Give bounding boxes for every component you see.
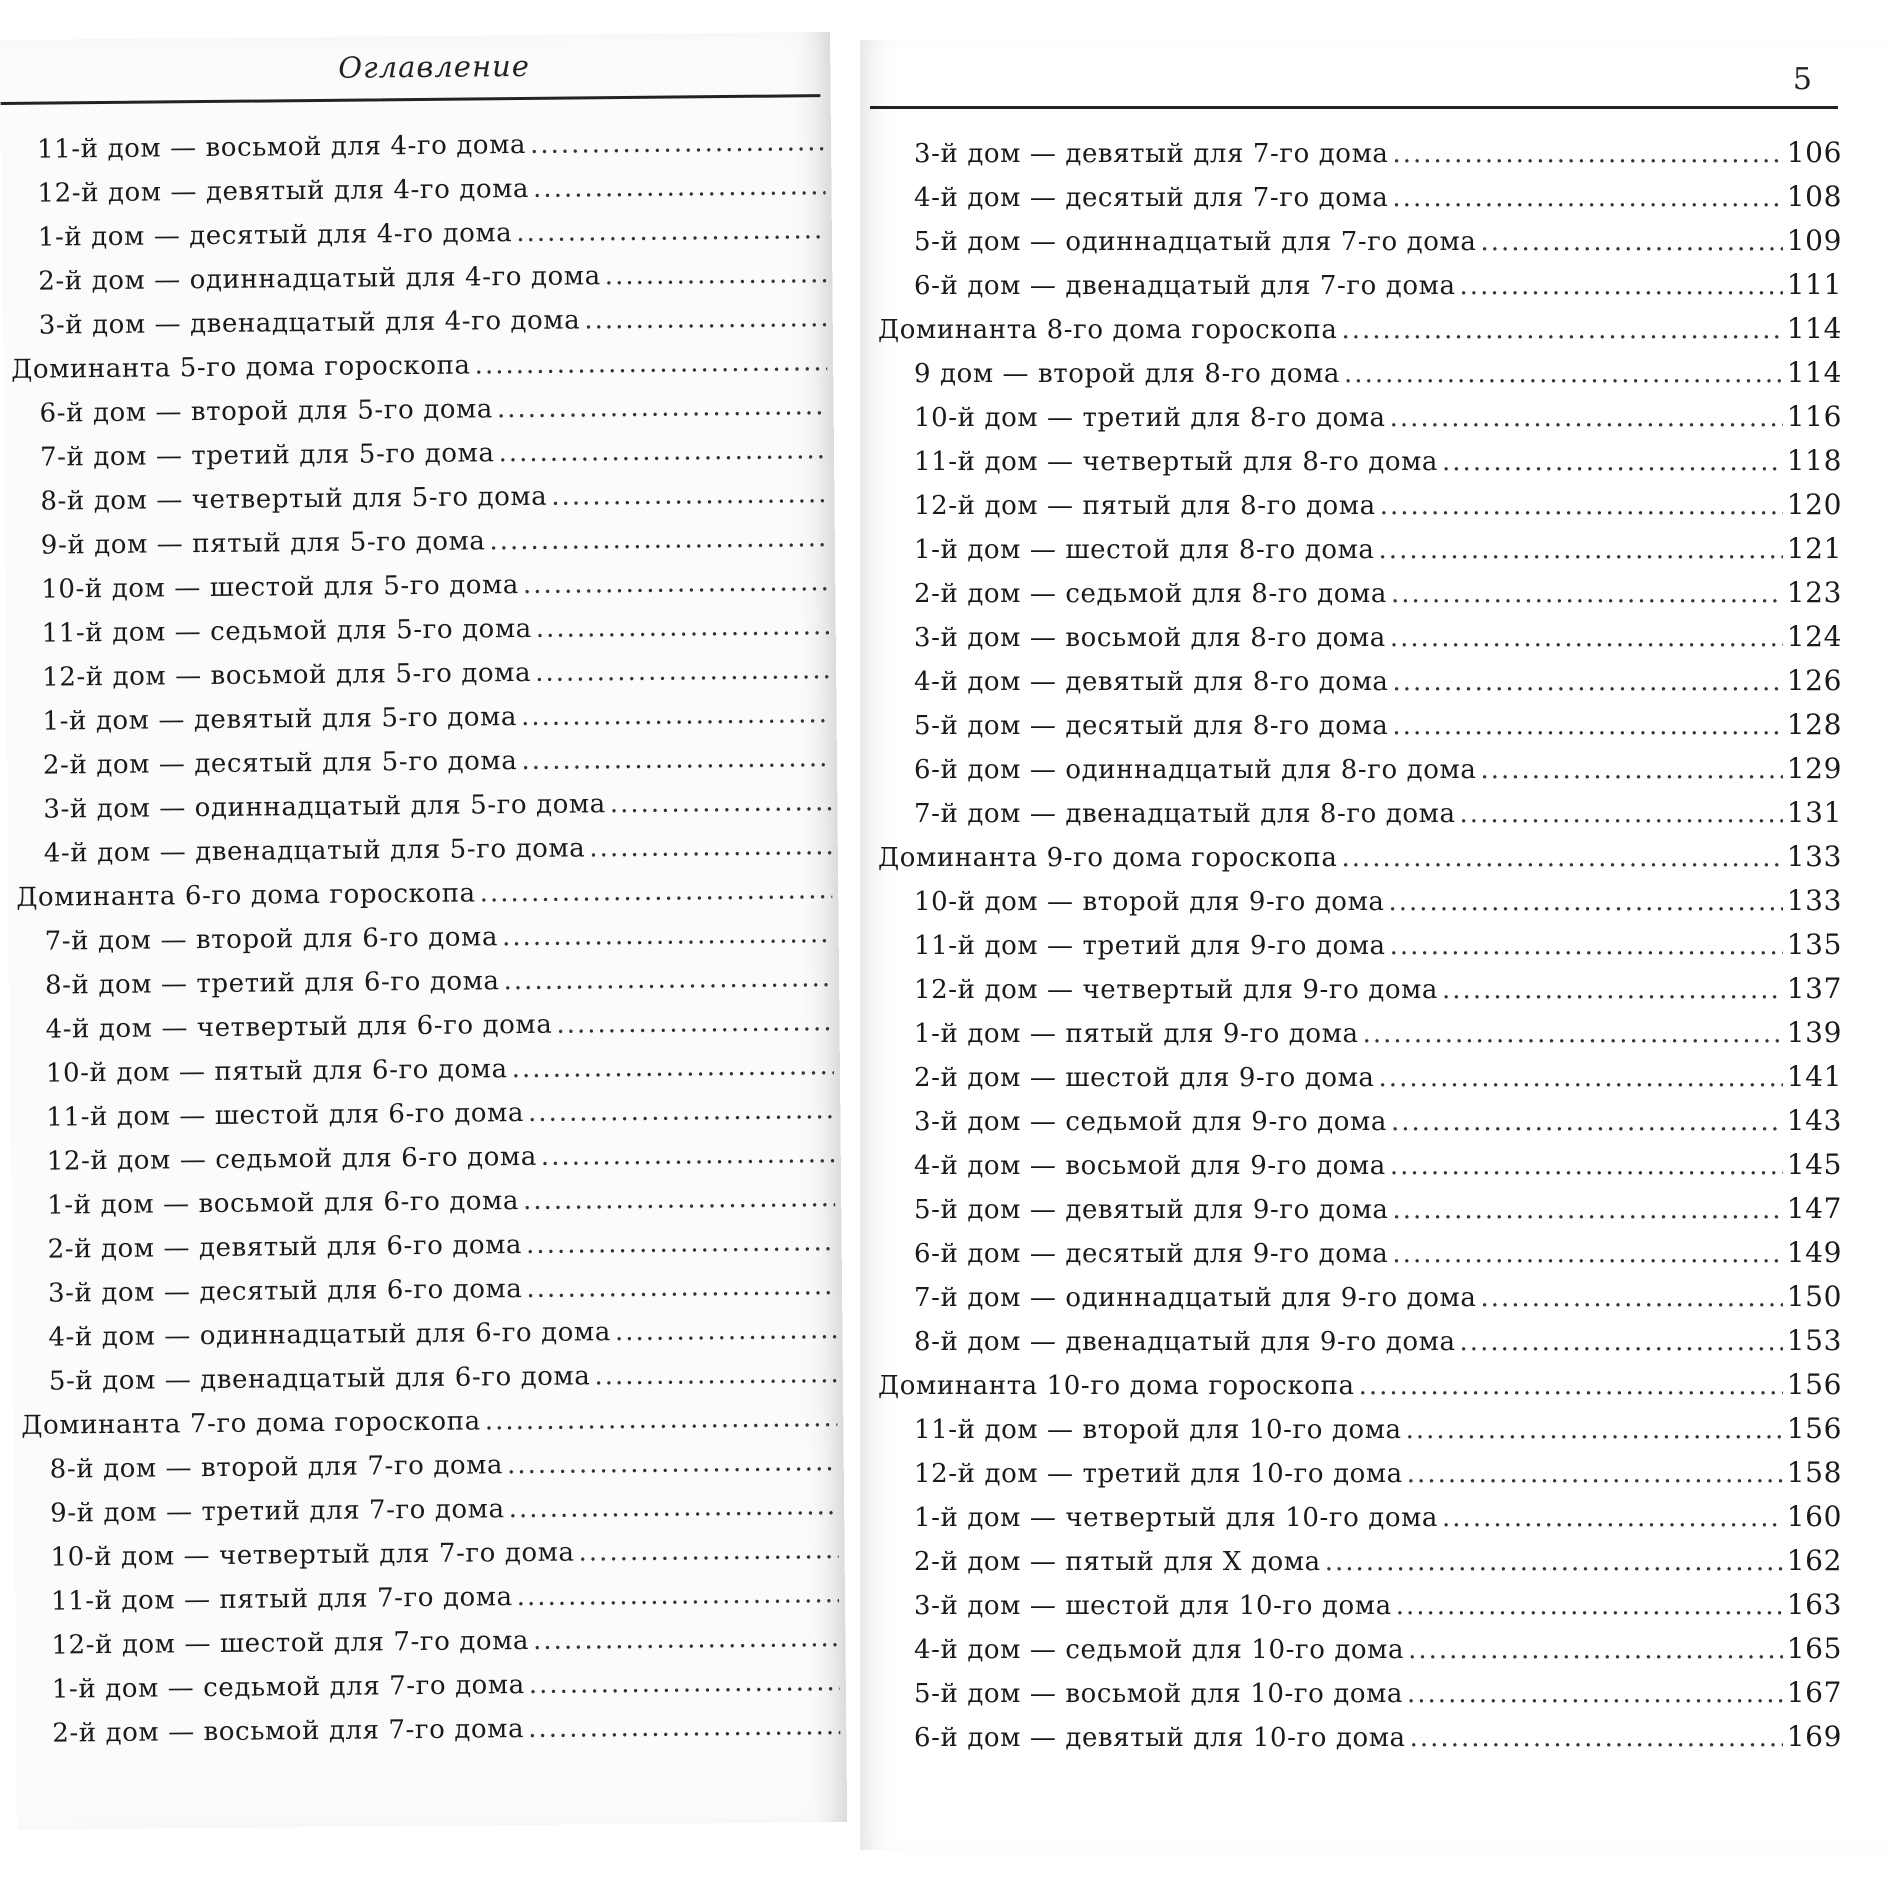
toc-entry-label: 10-й дом — четвертый для 7-го дома — [50, 1537, 575, 1573]
toc-entry-label: Доминанта 5-го дома гороскопа — [11, 350, 471, 385]
toc-entry-label: 2-й дом — десятый для 5-го дома — [42, 746, 518, 781]
toc-entry — [12, 479, 832, 531]
toc-page-number: 124 — [1786, 620, 1842, 653]
toc-entry — [878, 664, 1842, 708]
toc-entry-label: 6-й дом — одиннадцатый для 8-го дома — [914, 755, 1477, 785]
toc-entry-label: 5-й дом — одиннадцатый для 7-го дома — [914, 227, 1477, 257]
toc-page-number: 129 — [1786, 752, 1842, 785]
toc-page-number: 165 — [1786, 1632, 1842, 1665]
dot-leader — [1410, 1723, 1783, 1753]
toc-entry-label: 1-й дом — шестой для 8-го дома — [914, 535, 1375, 565]
toc-entry-label: 12-й дом — пятый для 8-го дома — [914, 491, 1376, 521]
toc-entry — [878, 1280, 1842, 1324]
toc-entry — [11, 303, 831, 355]
toc-entry-label: 2-й дом — шестой для 9-го дома — [914, 1063, 1375, 1093]
toc-page-number: 109 — [1786, 224, 1842, 257]
toc-list-right — [878, 136, 1842, 1764]
dot-leader — [523, 1183, 835, 1216]
dot-leader — [1460, 799, 1783, 829]
toc-entry — [878, 1500, 1842, 1544]
toc-entry-label: 1-й дом — четвертый для 10-го дома — [914, 1503, 1439, 1533]
dot-leader — [1363, 1019, 1783, 1049]
toc-entry-label: 1-й дом — седьмой для 7-го дома — [51, 1670, 525, 1705]
toc-page-number: 133 — [1786, 884, 1842, 917]
toc-entry — [878, 972, 1842, 1016]
right-page — [860, 40, 1890, 1850]
toc-entry — [19, 1183, 839, 1235]
dot-leader — [1442, 1503, 1783, 1533]
dot-leader — [1407, 1459, 1783, 1489]
toc-entry — [16, 831, 836, 883]
toc-page-number: 163 — [1786, 1588, 1842, 1621]
toc-entry — [878, 1148, 1842, 1192]
toc-entry-label: 3-й дом — десятый для 6-го дома — [47, 1274, 523, 1309]
toc-page-number: 114 — [1786, 312, 1842, 345]
toc-entry — [11, 391, 831, 443]
toc-entry — [19, 1227, 839, 1279]
toc-page-number: 143 — [1786, 1104, 1842, 1137]
toc-entry-label: 12-й дом — четвертый для 9-го дома — [914, 975, 1439, 1005]
dot-leader — [526, 1227, 836, 1260]
dot-leader — [1407, 1679, 1783, 1709]
toc-entry — [878, 1236, 1842, 1280]
toc-entry-label: Доминанта 10-го дома гороскопа — [878, 1371, 1355, 1401]
toc-entry — [22, 1491, 842, 1543]
dot-leader — [1480, 755, 1782, 785]
toc-entry — [878, 1412, 1842, 1456]
dot-leader — [528, 1711, 840, 1744]
dot-leader — [1390, 1151, 1783, 1181]
toc-page-number: 141 — [1786, 1060, 1842, 1093]
toc-page-number: 167 — [1786, 1676, 1842, 1709]
dot-leader — [1442, 975, 1783, 1005]
dot-leader — [1390, 623, 1783, 653]
toc-entry — [878, 1016, 1842, 1060]
toc-entry — [22, 1447, 842, 1499]
toc-entry-label: 2-й дом — восьмой для 7-го дома — [52, 1714, 525, 1749]
dot-leader — [1460, 1327, 1783, 1357]
toc-entry — [878, 796, 1842, 840]
toc-entry-label: 3-й дом — восьмой для 8-го дома — [914, 623, 1386, 653]
toc-entry — [878, 488, 1842, 532]
dot-leader — [536, 611, 830, 644]
toc-entry-label: 6-й дом — десятый для 9-го дома — [914, 1239, 1389, 1269]
toc-entry — [15, 743, 835, 795]
toc-entry-label: 1-й дом — восьмой для 6-го дома — [47, 1186, 520, 1221]
dot-leader — [605, 259, 827, 291]
toc-entry-label: 3-й дом — двенадцатый для 4-го дома — [38, 305, 581, 341]
toc-entry-label: 4-й дом — одиннадцатый для 6-го дома — [48, 1317, 612, 1353]
dot-leader — [1442, 447, 1783, 477]
dot-leader — [1480, 227, 1782, 257]
toc-page-number: 126 — [1786, 664, 1842, 697]
toc-entry — [18, 1095, 838, 1147]
dot-leader — [615, 1315, 837, 1347]
toc-entry — [13, 567, 833, 619]
dot-leader — [502, 919, 833, 952]
toc-entry-label: 8-й дом — четвертый для 5-го дома — [40, 481, 548, 517]
dot-leader — [523, 567, 830, 600]
left-page — [0, 32, 847, 1830]
toc-entry-label: 11-й дом — шестой для 6-го дома — [46, 1098, 525, 1133]
toc-entry — [878, 1632, 1842, 1676]
dot-leader — [1379, 535, 1783, 565]
toc-page-number: 149 — [1786, 1236, 1842, 1269]
dot-leader — [535, 655, 830, 688]
toc-entry-label: 2-й дом — девятый для 6-го дома — [47, 1230, 523, 1265]
dot-leader — [1396, 1591, 1783, 1621]
toc-entry — [878, 268, 1842, 312]
dot-leader — [1391, 579, 1783, 609]
toc-entry — [15, 787, 835, 839]
toc-entry — [17, 919, 837, 971]
toc-page-number: 116 — [1786, 400, 1842, 433]
dot-leader — [517, 1579, 840, 1612]
dot-leader — [1480, 1283, 1782, 1313]
toc-entry-label: 12-й дом — девятый для 4-го дома — [37, 173, 530, 209]
dot-leader — [578, 1535, 838, 1567]
toc-entry-label: 11-й дом — четвертый для 8-го дома — [914, 447, 1439, 477]
toc-section-heading — [16, 875, 836, 927]
dot-leader — [1390, 403, 1783, 433]
toc-entry-label: 11-й дом — восьмой для 4-го дома — [36, 129, 527, 165]
toc-entry — [878, 532, 1842, 576]
toc-page-number: 156 — [1786, 1412, 1842, 1445]
toc-entry-label: 4-й дом — седьмой для 10-го дома — [914, 1635, 1405, 1665]
toc-entry-label: Доминанта 6-го дома гороскопа — [16, 878, 476, 913]
toc-entry-label: 1-й дом — девятый для 5-го дома — [42, 702, 518, 737]
toc-page-number: 169 — [1786, 1720, 1842, 1753]
toc-entry — [878, 620, 1842, 664]
toc-page-number: 162 — [1786, 1544, 1842, 1577]
toc-entry — [19, 1139, 839, 1191]
dot-leader — [1392, 183, 1782, 213]
toc-entry-label: 4-й дом — двенадцатый для 5-го дома — [43, 833, 586, 869]
toc-entry — [14, 611, 834, 663]
toc-entry-label: 12-й дом — третий для 10-го дома — [914, 1459, 1403, 1489]
toc-entry-label: 10-й дом — пятый для 6-го дома — [45, 1054, 508, 1089]
toc-entry-label: 9 дом — второй для 8-го дома — [914, 359, 1341, 389]
dot-leader — [610, 787, 832, 819]
dot-leader — [1392, 711, 1782, 741]
toc-entry-label: 10-й дом — второй для 9-го дома — [914, 887, 1385, 917]
toc-list-left — [9, 127, 845, 1763]
toc-entry — [878, 224, 1842, 268]
toc-entry — [21, 1359, 841, 1411]
toc-page-number: 111 — [1786, 268, 1842, 301]
toc-entry-label: 5-й дом — десятый для 8-го дома — [914, 711, 1389, 741]
dot-leader — [1390, 931, 1783, 961]
toc-entry-label: 4-й дом — четвертый для 6-го дома — [45, 1009, 553, 1045]
toc-entry — [878, 400, 1842, 444]
toc-entry — [878, 1060, 1842, 1104]
toc-entry — [12, 435, 832, 487]
toc-entry-label: 7-й дом — двенадцатый для 8-го дома — [914, 799, 1456, 829]
toc-entry-label: 11-й дом — второй для 10-го дома — [914, 1415, 1402, 1445]
dot-leader — [556, 1007, 833, 1040]
dot-leader — [1408, 1635, 1783, 1665]
toc-page-number: 128 — [1786, 708, 1842, 741]
toc-entry-label: 12-й дом — шестой для 7-го дома — [51, 1625, 530, 1661]
toc-section-heading — [878, 1368, 1842, 1412]
toc-entry-label: 7-й дом — второй для 6-го дома — [44, 922, 499, 957]
toc-entry — [878, 180, 1842, 224]
toc-page-number: 131 — [1786, 796, 1842, 829]
toc-entry-label: 4-й дом — девятый для 8-го дома — [914, 667, 1389, 697]
dot-leader — [526, 1271, 836, 1304]
toc-entry — [10, 215, 830, 267]
toc-entry-label: 5-й дом — девятый для 9-го дома — [914, 1195, 1389, 1225]
toc-page-number: 133 — [1786, 840, 1842, 873]
dot-leader — [1391, 1107, 1783, 1137]
dot-leader — [1392, 1239, 1782, 1269]
toc-entry — [878, 136, 1842, 180]
dot-leader — [1341, 843, 1782, 873]
toc-page-number: 160 — [1786, 1500, 1842, 1533]
toc-section-heading — [878, 840, 1842, 884]
page-number: 5 — [1792, 62, 1812, 97]
toc-entry-label: 2-й дом — седьмой для 8-го дома — [914, 579, 1387, 609]
toc-section-heading — [11, 347, 831, 399]
toc-entry-label: 3-й дом — девятый для 7-го дома — [914, 139, 1389, 169]
toc-entry — [13, 523, 833, 575]
dot-leader — [551, 479, 828, 512]
dot-leader — [541, 1139, 835, 1172]
toc-entry-label: 3-й дом — шестой для 10-го дома — [914, 1591, 1392, 1621]
toc-entry-label: 8-й дом — второй для 7-го дома — [49, 1450, 504, 1485]
toc-entry-label: 12-й дом — седьмой для 6-го дома — [46, 1141, 537, 1177]
dot-leader — [511, 1051, 834, 1084]
toc-entry — [22, 1535, 842, 1587]
toc-page-number: 150 — [1786, 1280, 1842, 1313]
toc-entry — [878, 708, 1842, 752]
toc-entry — [20, 1271, 840, 1323]
toc-entry-label: 6-й дом — двенадцатый для 7-го дома — [914, 271, 1456, 301]
toc-page-number: 145 — [1786, 1148, 1842, 1181]
toc-entry — [878, 356, 1842, 400]
toc-entry — [23, 1579, 843, 1631]
toc-entry-label: 2-й дом — пятый для X дома — [914, 1547, 1321, 1577]
toc-entry — [10, 259, 830, 311]
toc-entry-label: 6-й дом — второй для 5-го дома — [39, 394, 494, 429]
dot-leader — [485, 1403, 838, 1436]
header-rule — [870, 106, 1838, 109]
dot-leader — [498, 435, 828, 468]
toc-entry — [878, 1544, 1842, 1588]
toc-page-number: 118 — [1786, 444, 1842, 477]
running-head: Оглавление — [338, 48, 531, 85]
dot-leader — [1460, 271, 1783, 301]
dot-leader — [533, 171, 826, 204]
toc-entry-label: 1-й дом — десятый для 4-го дома — [37, 218, 513, 253]
dot-leader — [1380, 491, 1783, 521]
header-rule — [1, 94, 821, 105]
dot-leader — [533, 1623, 840, 1656]
toc-entry — [878, 1324, 1842, 1368]
toc-entry-label: 1-й дом — пятый для 9-го дома — [914, 1019, 1359, 1049]
toc-entry-label: 7-й дом — одиннадцатый для 9-го дома — [914, 1283, 1477, 1313]
toc-entry-label: 7-й дом — третий для 5-го дома — [39, 438, 495, 473]
toc-page-number: 114 — [1786, 356, 1842, 389]
toc-entry-label: 3-й дом — одиннадцатый для 5-го дома — [43, 789, 606, 825]
dot-leader — [508, 1491, 838, 1524]
dot-leader — [480, 875, 833, 908]
toc-entry-label: Доминанта 7-го дома гороскопа — [21, 1406, 481, 1441]
toc-entry — [14, 655, 834, 707]
dot-leader — [1393, 667, 1783, 697]
dot-leader — [1389, 887, 1783, 917]
dot-leader — [1344, 359, 1783, 389]
toc-page-number: 147 — [1786, 1192, 1842, 1225]
toc-entry — [878, 1192, 1842, 1236]
toc-entry — [878, 1720, 1842, 1764]
toc-entry — [14, 699, 834, 751]
dot-leader — [1393, 139, 1783, 169]
dot-leader — [474, 347, 827, 380]
dot-leader — [521, 699, 831, 732]
toc-entry — [20, 1315, 840, 1367]
dot-leader — [529, 1667, 840, 1700]
toc-page-number: 121 — [1786, 532, 1842, 565]
toc-entry-label: 4-й дом — восьмой для 9-го дома — [914, 1151, 1386, 1181]
toc-page-number: 153 — [1786, 1324, 1842, 1357]
toc-page-number: 123 — [1786, 576, 1842, 609]
toc-entry — [17, 1007, 837, 1059]
toc-entry-label: 4-й дом — десятый для 7-го дома — [914, 183, 1389, 213]
dot-leader — [1359, 1371, 1783, 1401]
toc-entry-label: Доминанта 8-го дома гороскопа — [878, 315, 1338, 345]
toc-entry — [878, 1456, 1842, 1500]
toc-entry — [23, 1623, 843, 1675]
toc-page-number: 106 — [1786, 136, 1842, 169]
toc-entry-label: 5-й дом — восьмой для 10-го дома — [914, 1679, 1404, 1709]
dot-leader — [503, 963, 833, 996]
dot-leader — [516, 215, 826, 248]
toc-entry-label: 11-й дом — седьмой для 5-го дома — [41, 613, 532, 649]
dot-leader — [1379, 1063, 1783, 1093]
toc-entry-label: 9-й дом — пятый для 5-го дома — [40, 526, 486, 561]
toc-entry — [878, 884, 1842, 928]
toc-entry — [878, 1676, 1842, 1720]
toc-page-number: 156 — [1786, 1368, 1842, 1401]
toc-entry-label: 6-й дом — девятый для 10-го дома — [914, 1723, 1406, 1753]
toc-entry — [878, 444, 1842, 488]
toc-entry-label: 12-й дом — восьмой для 5-го дома — [41, 657, 532, 693]
toc-section-heading — [878, 312, 1842, 356]
toc-page-number: 120 — [1786, 488, 1842, 521]
dot-leader — [1406, 1415, 1783, 1445]
toc-entry — [17, 963, 837, 1015]
toc-entry-label: 10-й дом — шестой для 5-го дома — [41, 570, 520, 605]
toc-entry-label: 8-й дом — двенадцатый для 9-го дома — [914, 1327, 1456, 1357]
toc-entry — [18, 1051, 838, 1103]
toc-entry-label: 2-й дом — одиннадцатый для 4-го дома — [38, 261, 601, 297]
toc-page-number: 158 — [1786, 1456, 1842, 1489]
dot-leader — [1341, 315, 1782, 345]
toc-entry — [878, 928, 1842, 972]
toc-page-number: 135 — [1786, 928, 1842, 961]
toc-page-number: 139 — [1786, 1016, 1842, 1049]
dot-leader — [497, 391, 828, 424]
toc-entry — [878, 752, 1842, 796]
dot-leader — [521, 743, 831, 776]
toc-entry-label: 11-й дом — третий для 9-го дома — [914, 931, 1386, 961]
toc-entry — [9, 127, 829, 179]
toc-page-number: 108 — [1786, 180, 1842, 213]
dot-leader — [507, 1447, 838, 1480]
toc-entry-label: 3-й дом — седьмой для 9-го дома — [914, 1107, 1387, 1137]
toc-entry — [24, 1667, 844, 1719]
toc-entry-label: Доминанта 9-го дома гороскопа — [878, 843, 1338, 873]
dot-leader — [530, 127, 825, 160]
dot-leader — [594, 1359, 837, 1391]
dot-leader — [1393, 1195, 1783, 1225]
dot-leader — [584, 303, 827, 335]
toc-entry-label: 8-й дом — третий для 6-го дома — [44, 966, 500, 1001]
toc-entry-label: 5-й дом — двенадцатый для 6-го дома — [48, 1361, 591, 1397]
toc-entry-label: 11-й дом — пятый для 7-го дома — [50, 1582, 513, 1617]
toc-entry-label: 9-й дом — третий для 7-го дома — [50, 1494, 505, 1529]
toc-entry — [878, 1588, 1842, 1632]
dot-leader — [1325, 1547, 1783, 1577]
toc-entry — [878, 1104, 1842, 1148]
toc-entry-label: 10-й дом — третий для 8-го дома — [914, 403, 1386, 433]
toc-entry — [24, 1711, 844, 1763]
toc-section-heading — [21, 1403, 841, 1455]
toc-entry — [878, 576, 1842, 620]
dot-leader — [528, 1095, 835, 1128]
dot-leader — [489, 523, 829, 556]
toc-page-number: 137 — [1786, 972, 1842, 1005]
dot-leader — [589, 831, 832, 863]
toc-entry — [9, 171, 829, 223]
